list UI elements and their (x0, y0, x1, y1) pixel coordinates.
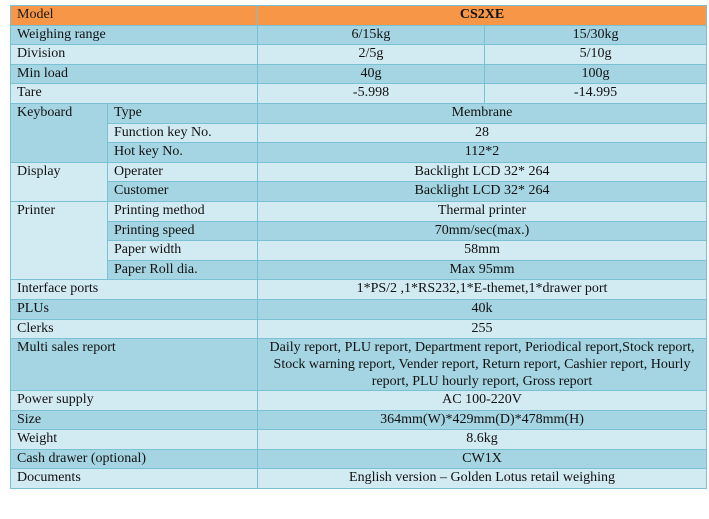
row-label: Division (11, 45, 258, 65)
table-row (11, 280, 707, 300)
sub-label: Hot key No. (108, 143, 258, 163)
row-value: 255 (258, 319, 707, 339)
table-row (11, 260, 707, 280)
sub-label: Paper width (108, 241, 258, 261)
table-row (11, 201, 707, 221)
row-value: Max 95mm (258, 260, 707, 280)
row-value: Thermal printer (258, 201, 707, 221)
row-label: Interface ports (11, 280, 258, 300)
row-value: Backlight LCD 32* 264 (258, 162, 707, 182)
spec-table (10, 5, 707, 489)
table-row (11, 123, 707, 143)
row-label: Documents (11, 469, 258, 489)
table-row (11, 319, 707, 339)
row-value: CW1X (258, 449, 707, 469)
table-row (11, 391, 707, 411)
row-value: 364mm(W)*429mm(D)*478mm(H) (258, 410, 707, 430)
table-row (11, 182, 707, 202)
sub-label: Type (108, 103, 258, 123)
table-row (11, 410, 707, 430)
row-label: Power supply (11, 391, 258, 411)
group-label-display: Display (11, 162, 108, 201)
row-value: 1*PS/2 ,1*RS232,1*E-themet,1*drawer port (258, 280, 707, 300)
row-value: 40k (258, 299, 707, 319)
table-row (11, 299, 707, 319)
row-label: Min load (11, 64, 258, 84)
row-value: Daily report, PLU report, Department report, Periodical report,Stock report, Stock warning report, Vender report, Return report, Cashier report, Hourly report, PLU hourly report, Gross report (258, 339, 707, 391)
table-row (11, 162, 707, 182)
row-label: Weight (11, 430, 258, 450)
row-label: Weighing range (11, 25, 258, 45)
row-value: 70mm/sec(max.) (258, 221, 707, 241)
table-row (11, 469, 707, 489)
row-value: 28 (258, 123, 707, 143)
table-row (11, 221, 707, 241)
row-value: 40g (258, 64, 485, 84)
row-value: 58mm (258, 241, 707, 261)
row-value: Membrane (258, 103, 707, 123)
header-row (11, 6, 707, 26)
row-label: Tare (11, 84, 258, 104)
table-row (11, 449, 707, 469)
table-row (11, 64, 707, 84)
table-row (11, 143, 707, 163)
table-row (11, 339, 707, 391)
row-value: Backlight LCD 32* 264 (258, 182, 707, 202)
row-label: Clerks (11, 319, 258, 339)
table-row (11, 241, 707, 261)
model-name: CS2XE (258, 6, 707, 26)
row-value: 112*2 (258, 143, 707, 163)
sub-label: Function key No. (108, 123, 258, 143)
row-value: 8.6kg (258, 430, 707, 450)
sub-label: Printing method (108, 201, 258, 221)
row-value: 5/10g (485, 45, 707, 65)
row-label: Size (11, 410, 258, 430)
table-row (11, 103, 707, 123)
row-label: Multi sales report (11, 339, 258, 391)
row-value: English version – Golden Lotus retail weighing (258, 469, 707, 489)
table-row (11, 45, 707, 65)
row-value: -5.998 (258, 84, 485, 104)
table-row (11, 25, 707, 45)
row-value: 100g (485, 64, 707, 84)
row-value: 15/30kg (485, 25, 707, 45)
row-label: Cash drawer (optional) (11, 449, 258, 469)
row-label: PLUs (11, 299, 258, 319)
sub-label: Printing speed (108, 221, 258, 241)
sub-label: Operater (108, 162, 258, 182)
sub-label: Paper Roll dia. (108, 260, 258, 280)
row-value: 2/5g (258, 45, 485, 65)
row-value: 6/15kg (258, 25, 485, 45)
row-value: AC 100-220V (258, 391, 707, 411)
table-row (11, 430, 707, 450)
sub-label: Customer (108, 182, 258, 202)
table-row (11, 84, 707, 104)
group-label-printer: Printer (11, 201, 108, 279)
group-label-keyboard: Keyboard (11, 103, 108, 162)
row-value: -14.995 (485, 84, 707, 104)
header-label: Model (11, 6, 258, 26)
